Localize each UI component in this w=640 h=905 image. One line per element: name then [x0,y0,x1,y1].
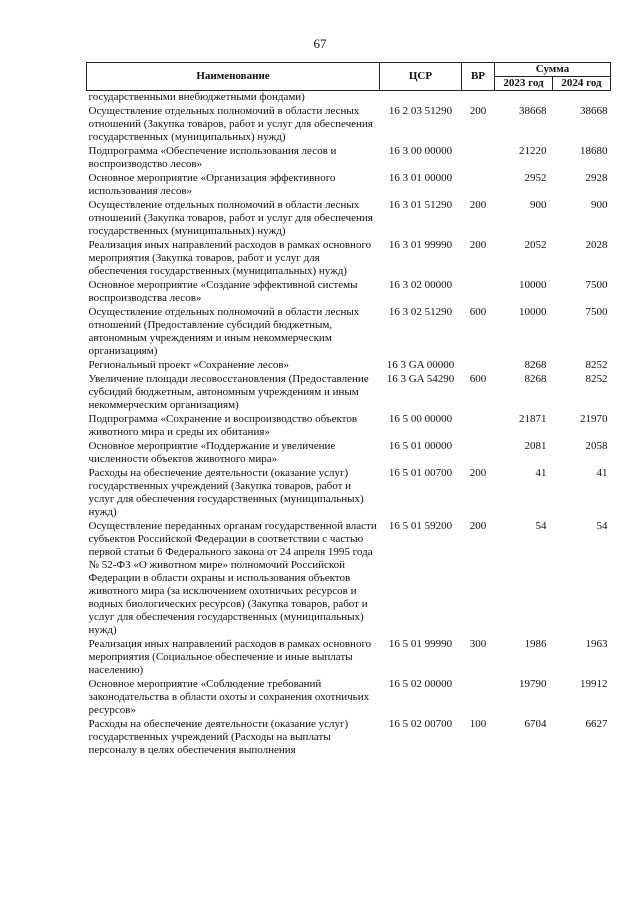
row-sum-2024: 8252 [585,359,608,371]
header-vr: ВР [462,63,495,91]
row-csr: 16 5 01 99990 [388,638,453,650]
table-header [87,63,611,91]
row-name: Расходы на обеспечение деятельности (оказание услуг) государственных учреждений (Закупка товаров, работ и услуг для обеспечения государственных (муниципальных) нужд) [88,467,364,518]
table-row [87,373,611,413]
header-name: Наименование [87,63,380,91]
row-sum-2023: 10000 [519,306,547,318]
row-name: Осуществление отдельных полномочий в области лесных отношений (Предоставление субсидий бюджетным, автономным учреждениям и иным некоммерческим организациям) [88,306,360,357]
row-sum-2023: 10000 [519,279,547,291]
row-name: Реализация иных направлений расходов в рамках основного мероприятия (Закупка товаров, работ и услуг для обеспечения государственных (муниципальных) нужд) [88,239,372,277]
row-vr [462,678,495,718]
row-sum-2023: 1986 [524,638,547,650]
table-row [87,172,611,199]
table-row [87,145,611,172]
table-row [87,718,611,758]
row-vr [462,359,495,373]
row-sum-2024: 2928 [585,172,608,184]
row-sum-2023: 21220 [519,145,547,157]
table-row [87,638,611,678]
row-csr: 16 5 01 59200 [388,520,453,532]
row-name: Увеличение площади лесовосстановления (Предоставление субсидий бюджетным, автономным учреждениям и иным некоммерческим организациям) [88,373,369,411]
row-csr: 16 5 02 00000 [388,678,453,690]
row-name: Региональный проект «Сохранение лесов» [88,359,290,371]
row-csr: 16 5 00 00000 [388,413,453,425]
row-csr: 16 3 GA 00000 [386,359,455,371]
row-csr: 16 5 01 00000 [388,440,453,452]
row-csr: 16 3 02 51290 [388,306,453,318]
row-vr [462,279,495,306]
row-sum-2024: 41 [596,467,608,479]
row-name: государственными внебюджетными фондами) [88,91,305,103]
row-sum-2023: 2052 [524,239,547,251]
row-vr: 200 [469,199,487,211]
row-sum-2024: 54 [596,520,608,532]
header-sum: Сумма [495,63,611,77]
row-sum-2024: 21970 [580,413,608,425]
row-name: Основное мероприятие «Организация эффективного использования лесов» [88,172,336,197]
row-csr: 16 2 03 51290 [388,105,453,117]
row-vr [462,145,495,172]
row-sum-2024: 6627 [585,718,608,730]
row-vr: 200 [469,467,487,479]
row-sum-2023: 2952 [524,172,547,184]
header-csr: ЦСР [380,63,462,91]
row-name: Осуществление отдельных полномочий в области лесных отношений (Закупка товаров, работ и услуг для обеспечения государственных (муниципальных) нужд) [88,105,373,143]
row-name: Осуществление отдельных полномочий в области лесных отношений (Закупка товаров, работ и услуг для обеспечения государственных (муниципальных) нужд) [88,199,373,237]
table-row [87,520,611,638]
row-vr: 300 [469,638,487,650]
row-sum-2024: 2028 [585,239,608,251]
row-csr: 16 3 GA 54290 [386,373,455,385]
header-year-2023: 2023 год [495,77,553,91]
row-name: Основное мероприятие «Поддержание и увеличение численности объектов животного мира» [88,440,336,465]
row-sum-2024 [553,91,611,106]
row-sum-2024: 8252 [585,373,608,385]
table-row [87,239,611,279]
page-number: 67 [313,36,327,51]
row-sum-2023: 2081 [524,440,547,452]
row-vr: 200 [469,520,487,532]
row-vr [462,172,495,199]
budget-table [86,62,611,758]
row-sum-2024: 7500 [585,306,608,318]
table-row [87,359,611,373]
row-vr: 600 [469,373,487,385]
row-sum-2024: 38668 [580,105,608,117]
row-name: Основное мероприятие «Создание эффективной системы воспроизводства лесов» [88,279,358,304]
row-sum-2023: 8268 [524,359,547,371]
row-name: Подпрограмма «Сохранение и воспроизводство объектов животного мира и среды их обитания» [88,413,358,438]
row-sum-2023: 8268 [524,373,547,385]
row-sum-2024: 1963 [585,638,608,650]
row-sum-2024: 7500 [585,279,608,291]
row-csr: 16 3 02 00000 [388,279,453,291]
row-name: Подпрограмма «Обеспечение использования лесов и воспроизводство лесов» [88,145,337,170]
row-sum-2023: 38668 [519,105,547,117]
row-sum-2024: 19912 [580,678,608,690]
row-vr [462,91,495,106]
row-vr [462,440,495,467]
row-sum-2023: 6704 [524,718,547,730]
table-row [87,279,611,306]
table-row [87,199,611,239]
row-sum-2024: 18680 [580,145,608,157]
row-csr [380,91,462,106]
row-vr: 200 [469,105,487,117]
table-row [87,105,611,145]
table-row [87,306,611,359]
table-body [87,91,611,759]
row-csr: 16 3 01 99990 [388,239,453,251]
row-name: Осуществление переданных органам государственной власти субъектов Российской Федерации в соответствии с частью первой статьи 6 Федерального закона от 24 апреля 1995 года № 52-ФЗ «О животном мире» полномочий Российской Федерации в области охраны и использования объектов животного мира (за исключением охотничьих ресурсов и водных биологических ресурсов) (Закупка товаров, работ и услуг для обеспечения государственных (муниципальных) нужд) [88,520,377,636]
row-vr [462,413,495,440]
row-name: Расходы на обеспечение деятельности (оказание услуг) государственных учреждений (Расходы на выплаты персоналу в целях обеспечения выполнения [88,718,349,756]
row-name: Реализация иных направлений расходов в рамках основного мероприятия (Социальное обеспечение и иные выплаты населению) [88,638,372,676]
row-csr: 16 5 01 00700 [388,467,453,479]
row-csr: 16 3 01 00000 [388,172,453,184]
row-vr: 200 [469,239,487,251]
row-name: Основное мероприятие «Соблюдение требований законодательства в области охоты и сохранения охотничьих ресурсов» [88,678,370,716]
row-sum-2023: 54 [535,520,547,532]
row-sum-2023: 21871 [519,413,547,425]
row-vr: 100 [469,718,487,730]
row-sum-2023: 19790 [519,678,547,690]
table-row [87,678,611,718]
row-csr: 16 3 01 51290 [388,199,453,211]
row-sum-2023: 41 [535,467,547,479]
row-csr: 16 3 00 00000 [388,145,453,157]
row-csr: 16 5 02 00700 [388,718,453,730]
row-sum-2023 [495,91,553,106]
header-year-2024: 2024 год [553,77,611,91]
table-row [87,91,611,106]
row-sum-2024: 2058 [585,440,608,452]
table-row [87,467,611,520]
table-row [87,440,611,467]
row-vr: 600 [469,306,487,318]
row-sum-2024: 900 [591,199,608,211]
table-row [87,413,611,440]
row-sum-2023: 900 [530,199,547,211]
